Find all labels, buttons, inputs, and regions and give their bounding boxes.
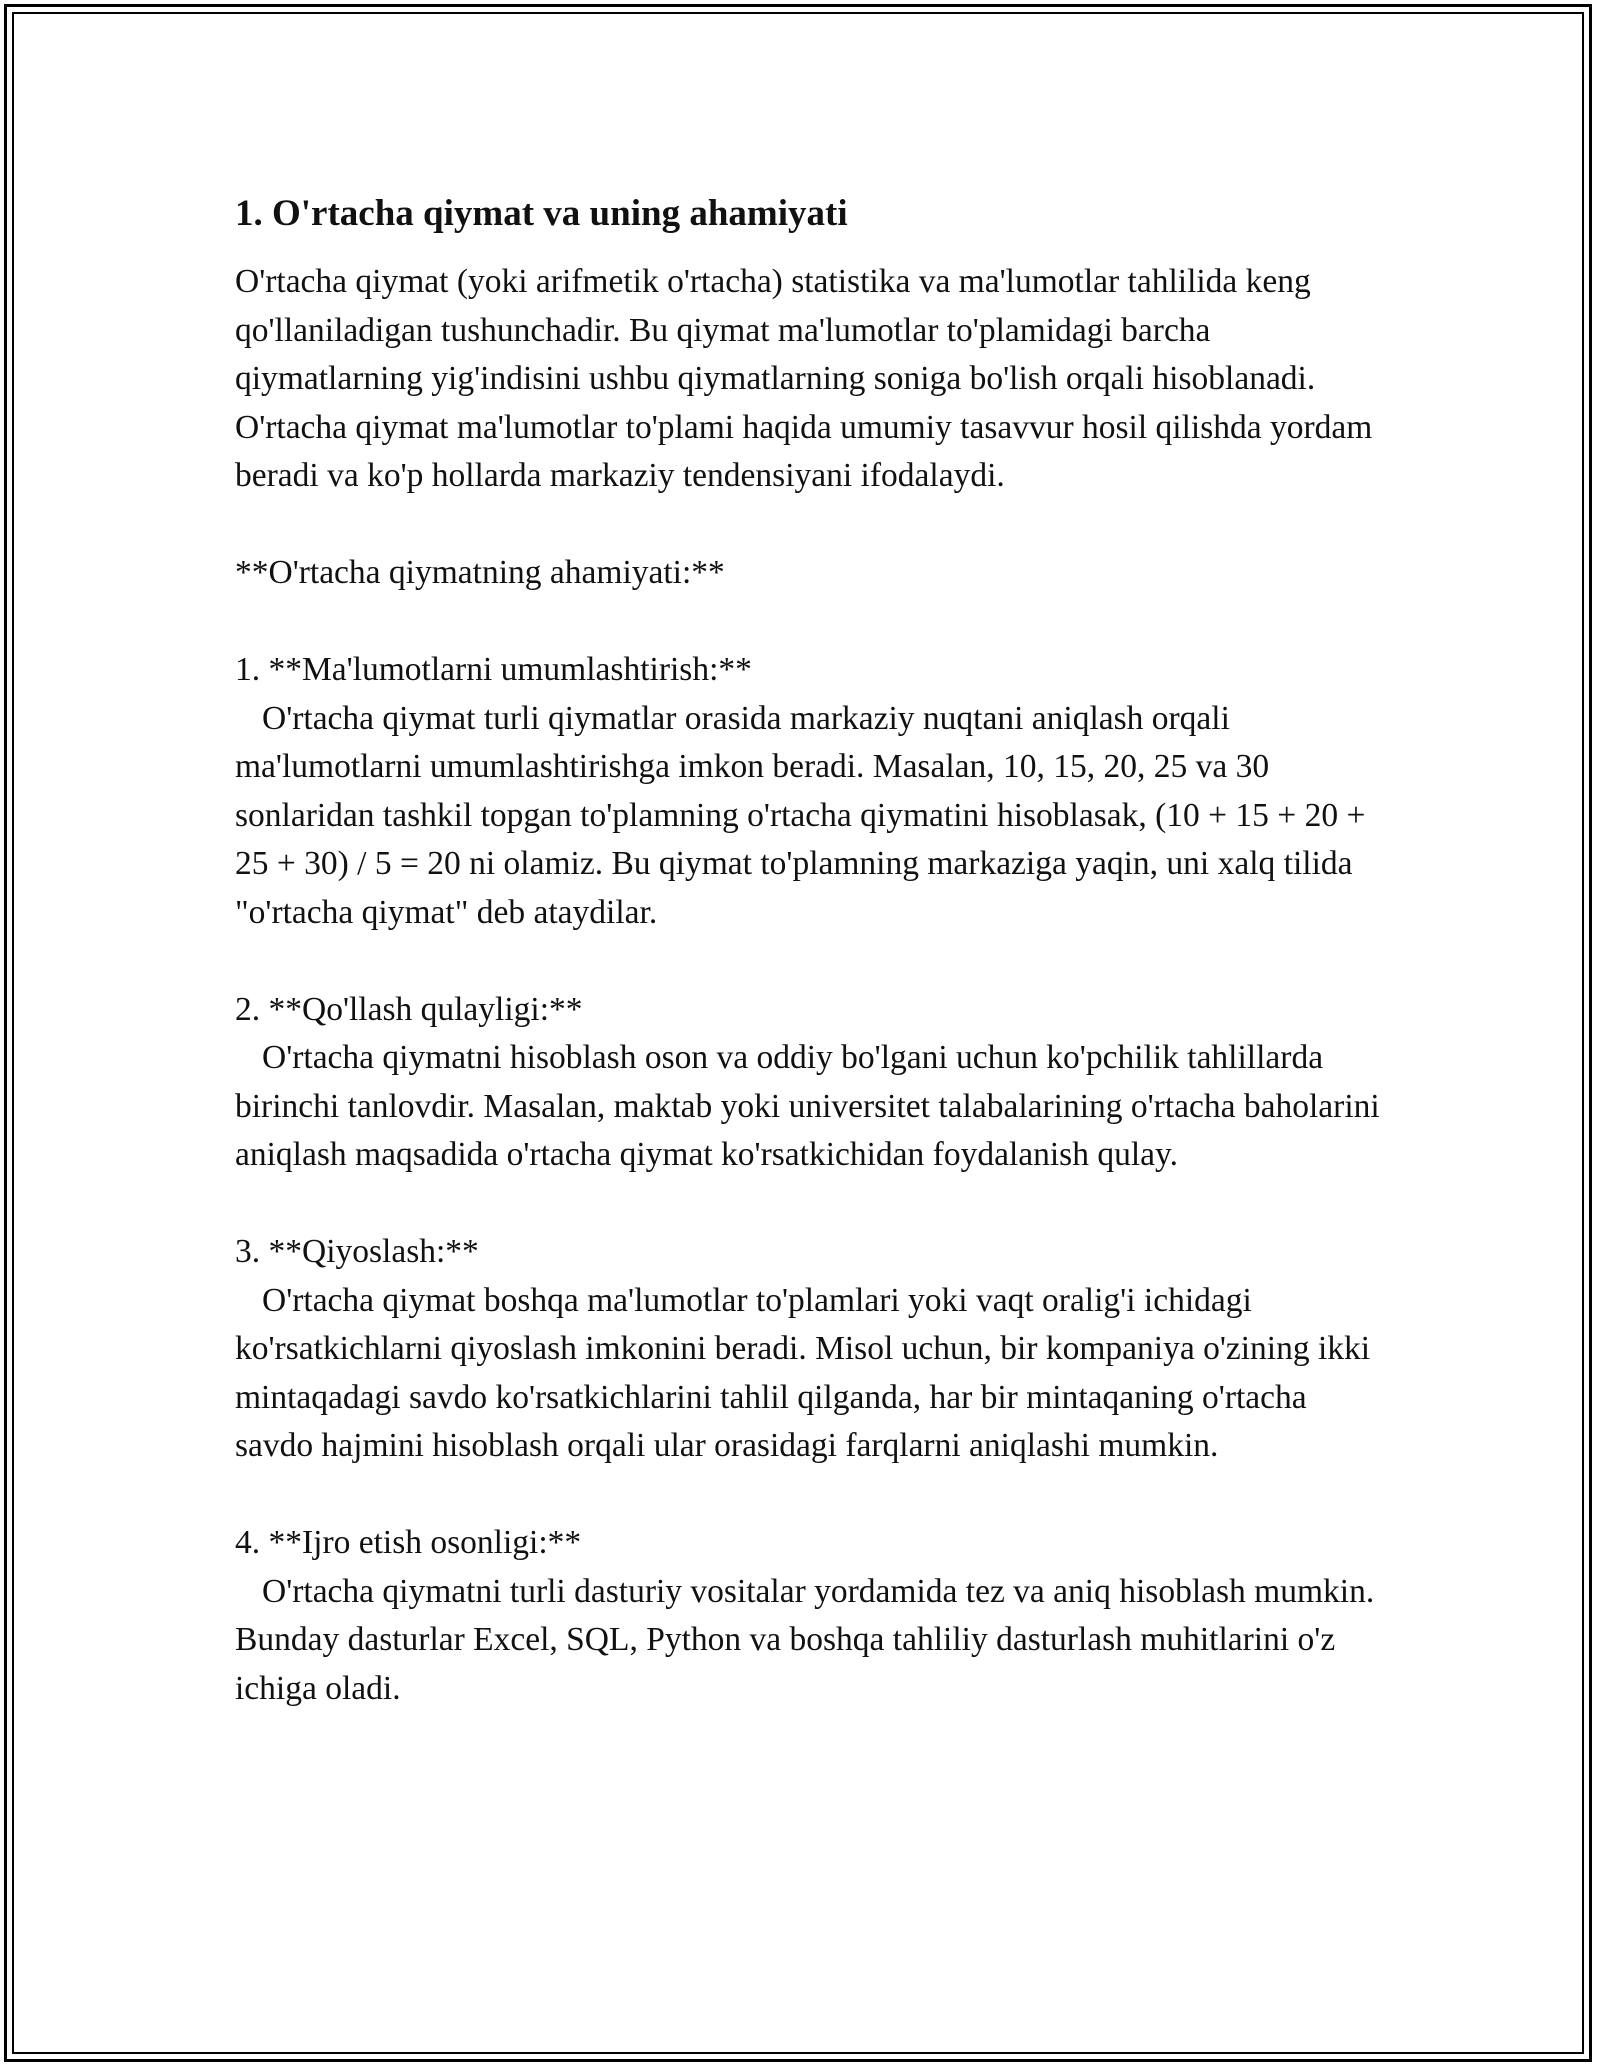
paragraph-gap [235, 501, 1385, 550]
list-item-heading: 4. **Ijro etish osonligi:** [235, 1524, 582, 1561]
paragraph-gap [235, 1471, 1385, 1520]
list-item-body: O'rtacha qiymatni turli dasturiy vositalar yordamida tez va aniq hisoblash mumkin. Bunday dasturlar Excel, SQL, Python va boshqa tahliliy dasturlash muhitlarini o'z ichiga oladi. [235, 1572, 1375, 1707]
list-item [235, 986, 1385, 1180]
section-heading: **O'rtacha qiymatning ahamiyati:** [235, 554, 725, 591]
paragraph-gap [235, 598, 1385, 647]
document-title: 1. O'rtacha qiymat va uning ahamiyati [235, 193, 848, 234]
intro-paragraph: O'rtacha qiymat (yoki arifmetik o'rtacha) statistika va ma'lumotlar tahlilida keng qo'llaniladigan tushunchadir. Bu qiymat ma'lumotlar to'plamidagi barcha qiymatlarning yig'indisini ushbu qiymatlarning soniga bo'lish orqali hisoblanadi. O'rtacha qiymat ma'lumotlar to'plami haqida umumiy tasavvur hosil qilishda yordam beradi va ko'p hollarda markaziy tendensiyani ifodalaydi. [235, 263, 1373, 494]
list-item-body: O'rtacha qiymat turli qiymatlar orasida markaziy nuqtani aniqlash orqali ma'lumotlarni umumlashtirishga imkon beradi. Masalan, 10, 15, 20, 25 va 30 sonlaridan tashkil topgan to'plamning o'rtacha qiymatini hisoblasak, (10 + 15 + 20 + 25 + 30) / 5 = 20 ni olamiz. Bu qiymat to'plamning markaziga yaqin, uni xalq tilida "o'rtacha qiymat" deb ataydilar. [235, 699, 1366, 931]
document-body [235, 186, 1385, 1713]
list-item [235, 646, 1385, 937]
list-item-body: O'rtacha qiymat boshqa ma'lumotlar to'plamlari yoki vaqt oralig'i ichidagi ko'rsatkichlarni qiyoslash imkonini beradi. Misol uchun, bir kompaniya o'zining ikki mintaqadagi savdo ko'rsatkichlarini tahlil qilganda, har bir mintaqaning o'rtacha savdo hajmini hisoblash orqali ular orasidagi farqlarni aniqlashi mumkin. [235, 1281, 1371, 1464]
list-item-body: O'rtacha qiymatni hisoblash oson va oddiy bo'lgani uchun ko'pchilik tahlillarda birinchi tanlovdir. Masalan, maktab yoki universitet talabalarining o'rtacha baholarini aniqlash maqsadida o'rtacha qiymat ko'rsatkichidan foydalanish qulay. [235, 1039, 1380, 1173]
list-item-heading: 2. **Qo'llash qulayligi:** [235, 990, 583, 1028]
paragraph-gap [235, 937, 1385, 986]
list-item [235, 1519, 1385, 1713]
list-item-heading: 3. **Qiyoslash:** [235, 1233, 479, 1270]
list-item [235, 1228, 1385, 1471]
list-item-heading: 1. **Ma'lumotlarni umumlashtirish:** [235, 651, 752, 688]
paragraph-gap [235, 1180, 1385, 1229]
